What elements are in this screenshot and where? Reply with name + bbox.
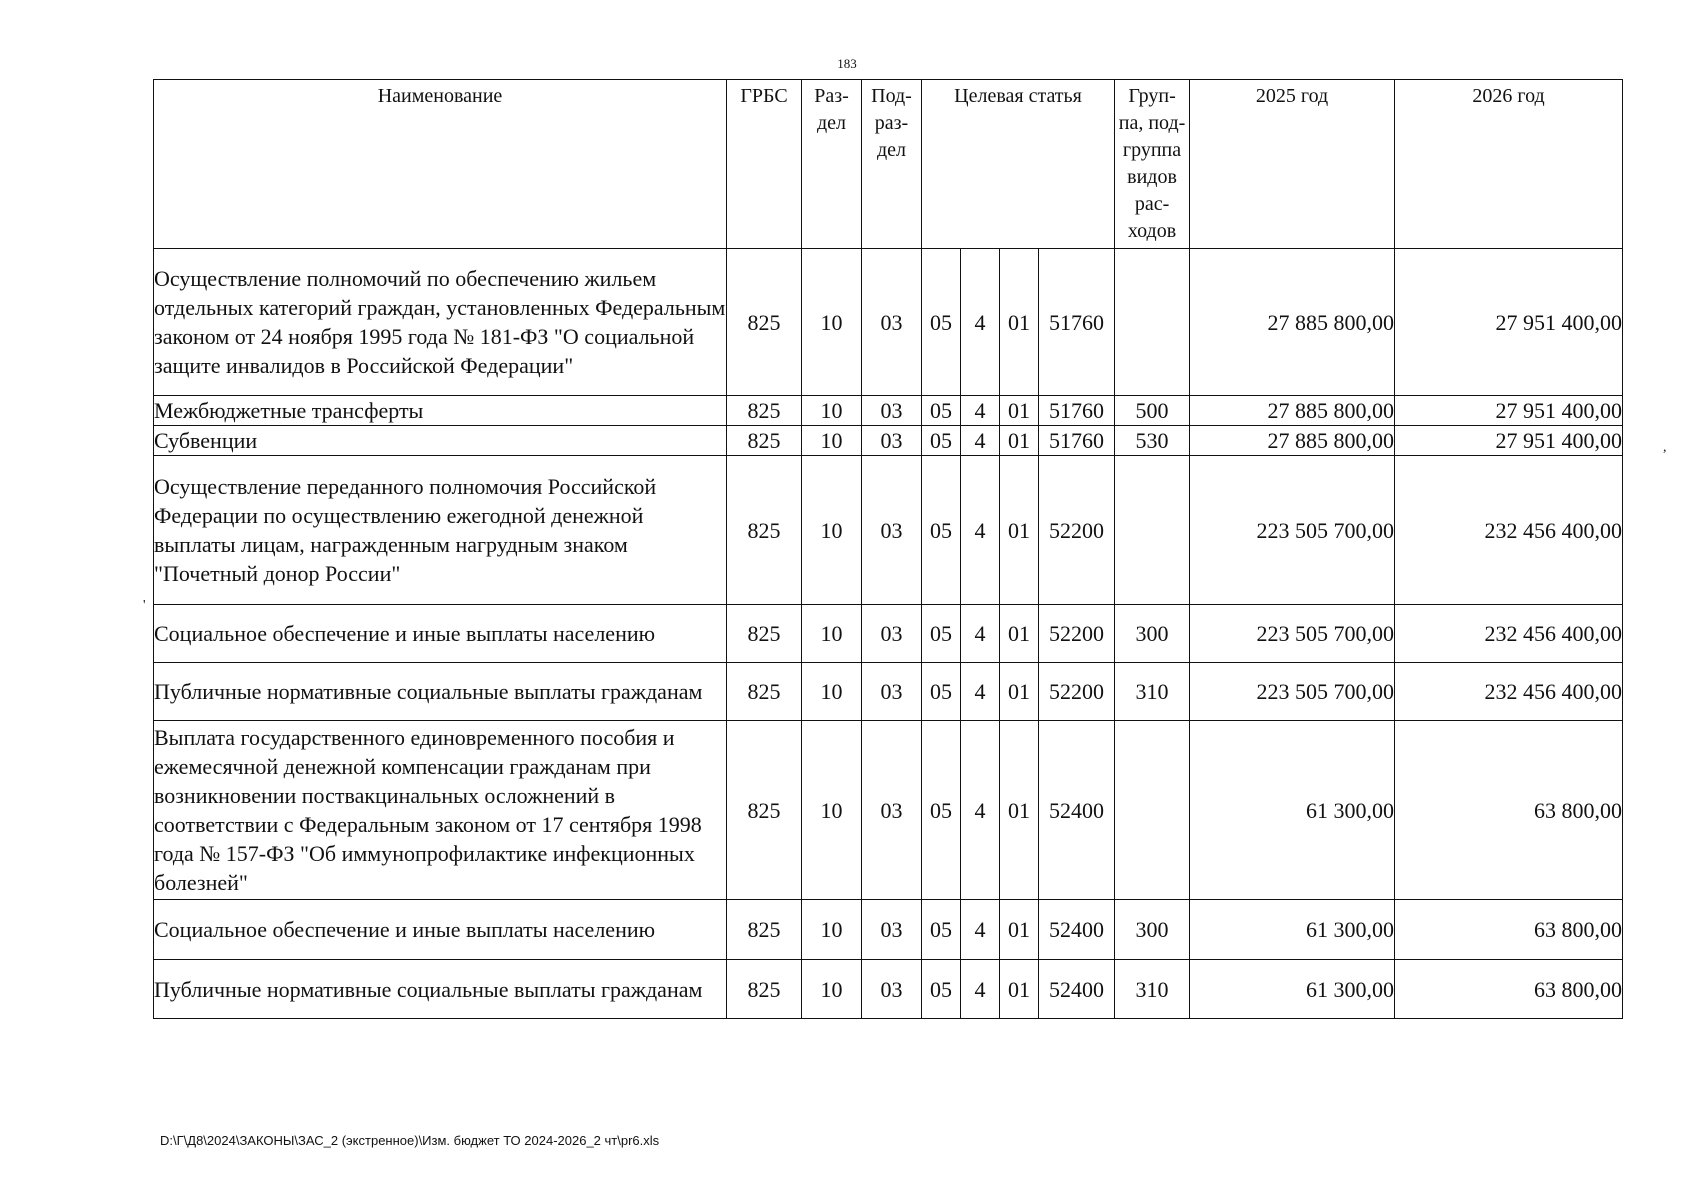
target-subprogram-cell: 01	[1000, 249, 1039, 396]
table-row	[154, 960, 1623, 1019]
razdel-cell: 10	[802, 663, 862, 721]
podrazdel-cell: 03	[862, 605, 922, 663]
row-name-cell: Межбюджетные трансферты	[154, 396, 727, 426]
razdel-cell: 10	[802, 960, 862, 1019]
target-program-cell: 05	[922, 249, 961, 396]
amount-2025-cell: 61 300,00	[1190, 900, 1395, 960]
target-type-cell: 4	[961, 426, 1000, 456]
amount-2025-cell: 27 885 800,00	[1190, 426, 1395, 456]
file-path: D:\Г\Д8\2024\ЗАКОНЫ\ЗАС_2 (экстренное)\Изм. бюджет ТО 2024-2026_2 чт\pr6.xls	[160, 1133, 660, 1148]
header-2026: 2026 год	[1395, 80, 1623, 249]
amount-2025-cell: 27 885 800,00	[1190, 396, 1395, 426]
row-name-cell: Осуществление переданного полномочия Российской Федерации по осуществлению ежегодной денежной выплаты лицам, награжденным нагрудным знаком "Почетный донор России"	[154, 456, 727, 605]
target-subprogram-cell: 01	[1000, 663, 1039, 721]
target-type-cell: 4	[961, 900, 1000, 960]
target-direction-cell: 52200	[1039, 663, 1115, 721]
target-program-cell: 05	[922, 663, 961, 721]
podrazdel-cell: 03	[862, 663, 922, 721]
amount-2026-cell: 27 951 400,00	[1395, 249, 1623, 396]
podrazdel-cell: 03	[862, 396, 922, 426]
expense-group-cell	[1115, 456, 1190, 605]
header-podrazdel: Под- раз- дел	[862, 80, 922, 249]
podrazdel-cell: 03	[862, 960, 922, 1019]
amount-2026-cell: 232 456 400,00	[1395, 456, 1623, 605]
header-grbs: ГРБС	[727, 80, 802, 249]
target-direction-cell: 52200	[1039, 456, 1115, 605]
table-row	[154, 663, 1623, 721]
razdel-cell: 10	[802, 721, 862, 900]
table-body	[154, 249, 1623, 1019]
amount-2026-cell: 63 800,00	[1395, 960, 1623, 1019]
target-direction-cell: 51760	[1039, 249, 1115, 396]
header-name: Наименование	[154, 80, 727, 249]
target-type-cell: 4	[961, 721, 1000, 900]
row-name-cell: Социальное обеспечение и иные выплаты населению	[154, 900, 727, 960]
podrazdel-cell: 03	[862, 426, 922, 456]
table-header-row	[154, 80, 1623, 249]
target-type-cell: 4	[961, 663, 1000, 721]
grbs-cell: 825	[727, 249, 802, 396]
table-row	[154, 456, 1623, 605]
grbs-cell: 825	[727, 960, 802, 1019]
target-subprogram-cell: 01	[1000, 456, 1039, 605]
expense-group-cell: 310	[1115, 663, 1190, 721]
target-type-cell: 4	[961, 960, 1000, 1019]
amount-2025-cell: 61 300,00	[1190, 960, 1395, 1019]
target-type-cell: 4	[961, 249, 1000, 396]
razdel-cell: 10	[802, 396, 862, 426]
target-subprogram-cell: 01	[1000, 721, 1039, 900]
row-name-cell: Осуществление полномочий по обеспечению жильем отдельных категорий граждан, установленных Федеральным законом от 24 ноября 1995 года № 181-ФЗ "О социальной защите инвалидов в Российской Федерации"	[154, 249, 727, 396]
amount-2026-cell: 232 456 400,00	[1395, 605, 1623, 663]
razdel-cell: 10	[802, 900, 862, 960]
razdel-cell: 10	[802, 426, 862, 456]
row-name-cell: Социальное обеспечение и иные выплаты населению	[154, 605, 727, 663]
expense-group-cell: 300	[1115, 900, 1190, 960]
row-name-cell: Публичные нормативные социальные выплаты гражданам	[154, 960, 727, 1019]
grbs-cell: 825	[727, 396, 802, 426]
target-direction-cell: 51760	[1039, 426, 1115, 456]
grbs-cell: 825	[727, 426, 802, 456]
expense-group-cell: 300	[1115, 605, 1190, 663]
razdel-cell: 10	[802, 605, 862, 663]
amount-2026-cell: 27 951 400,00	[1395, 426, 1623, 456]
grbs-cell: 825	[727, 900, 802, 960]
razdel-cell: 10	[802, 249, 862, 396]
table-row	[154, 426, 1623, 456]
target-type-cell: 4	[961, 396, 1000, 426]
podrazdel-cell: 03	[862, 249, 922, 396]
target-program-cell: 05	[922, 900, 961, 960]
grbs-cell: 825	[727, 605, 802, 663]
expense-group-cell	[1115, 249, 1190, 396]
expense-group-cell	[1115, 721, 1190, 900]
target-subprogram-cell: 01	[1000, 960, 1039, 1019]
row-name-cell: Публичные нормативные социальные выплаты гражданам	[154, 663, 727, 721]
razdel-cell: 10	[802, 456, 862, 605]
amount-2025-cell: 223 505 700,00	[1190, 456, 1395, 605]
target-subprogram-cell: 01	[1000, 605, 1039, 663]
header-expense-group: Груп- па, под- группа видов рас- ходов	[1115, 80, 1190, 249]
podrazdel-cell: 03	[862, 456, 922, 605]
budget-table	[153, 79, 1623, 1019]
target-program-cell: 05	[922, 605, 961, 663]
grbs-cell: 825	[727, 663, 802, 721]
target-direction-cell: 52400	[1039, 900, 1115, 960]
target-direction-cell: 52200	[1039, 605, 1115, 663]
expense-group-cell: 530	[1115, 426, 1190, 456]
expense-group-cell: 310	[1115, 960, 1190, 1019]
amount-2026-cell: 63 800,00	[1395, 900, 1623, 960]
target-type-cell: 4	[961, 456, 1000, 605]
table-row	[154, 396, 1623, 426]
table-row	[154, 249, 1623, 396]
target-program-cell: 05	[922, 721, 961, 900]
target-subprogram-cell: 01	[1000, 900, 1039, 960]
target-program-cell: 05	[922, 426, 961, 456]
amount-2026-cell: 63 800,00	[1395, 721, 1623, 900]
header-razdel: Раз- дел	[802, 80, 862, 249]
target-direction-cell: 52400	[1039, 721, 1115, 900]
header-target-article: Целевая статья	[922, 80, 1115, 249]
target-subprogram-cell: 01	[1000, 426, 1039, 456]
header-2025: 2025 год	[1190, 80, 1395, 249]
row-name-cell: Выплата государственного единовременного пособия и ежемесячной денежной компенсации гражданам при возникновении поствакцинальных осложнений в соответствии с Федеральным законом от 17 сентября 1998 года № 157-ФЗ "Об иммунопрофилактике инфекционных болезней"	[154, 721, 727, 900]
target-program-cell: 05	[922, 960, 961, 1019]
target-program-cell: 05	[922, 396, 961, 426]
table-row	[154, 605, 1623, 663]
target-type-cell: 4	[961, 605, 1000, 663]
amount-2025-cell: 223 505 700,00	[1190, 663, 1395, 721]
podrazdel-cell: 03	[862, 721, 922, 900]
amount-2025-cell: 27 885 800,00	[1190, 249, 1395, 396]
amount-2025-cell: 61 300,00	[1190, 721, 1395, 900]
target-program-cell: 05	[922, 456, 961, 605]
target-direction-cell: 52400	[1039, 960, 1115, 1019]
grbs-cell: 825	[727, 721, 802, 900]
scan-mark: ,	[1663, 440, 1667, 455]
table-row	[154, 721, 1623, 900]
grbs-cell: 825	[727, 456, 802, 605]
scan-mark: '	[143, 598, 146, 613]
amount-2026-cell: 27 951 400,00	[1395, 396, 1623, 426]
podrazdel-cell: 03	[862, 900, 922, 960]
amount-2025-cell: 223 505 700,00	[1190, 605, 1395, 663]
table-row	[154, 900, 1623, 960]
row-name-cell: Субвенции	[154, 426, 727, 456]
target-subprogram-cell: 01	[1000, 396, 1039, 426]
target-direction-cell: 51760	[1039, 396, 1115, 426]
amount-2026-cell: 232 456 400,00	[1395, 663, 1623, 721]
page-number: 183	[837, 56, 857, 71]
expense-group-cell: 500	[1115, 396, 1190, 426]
